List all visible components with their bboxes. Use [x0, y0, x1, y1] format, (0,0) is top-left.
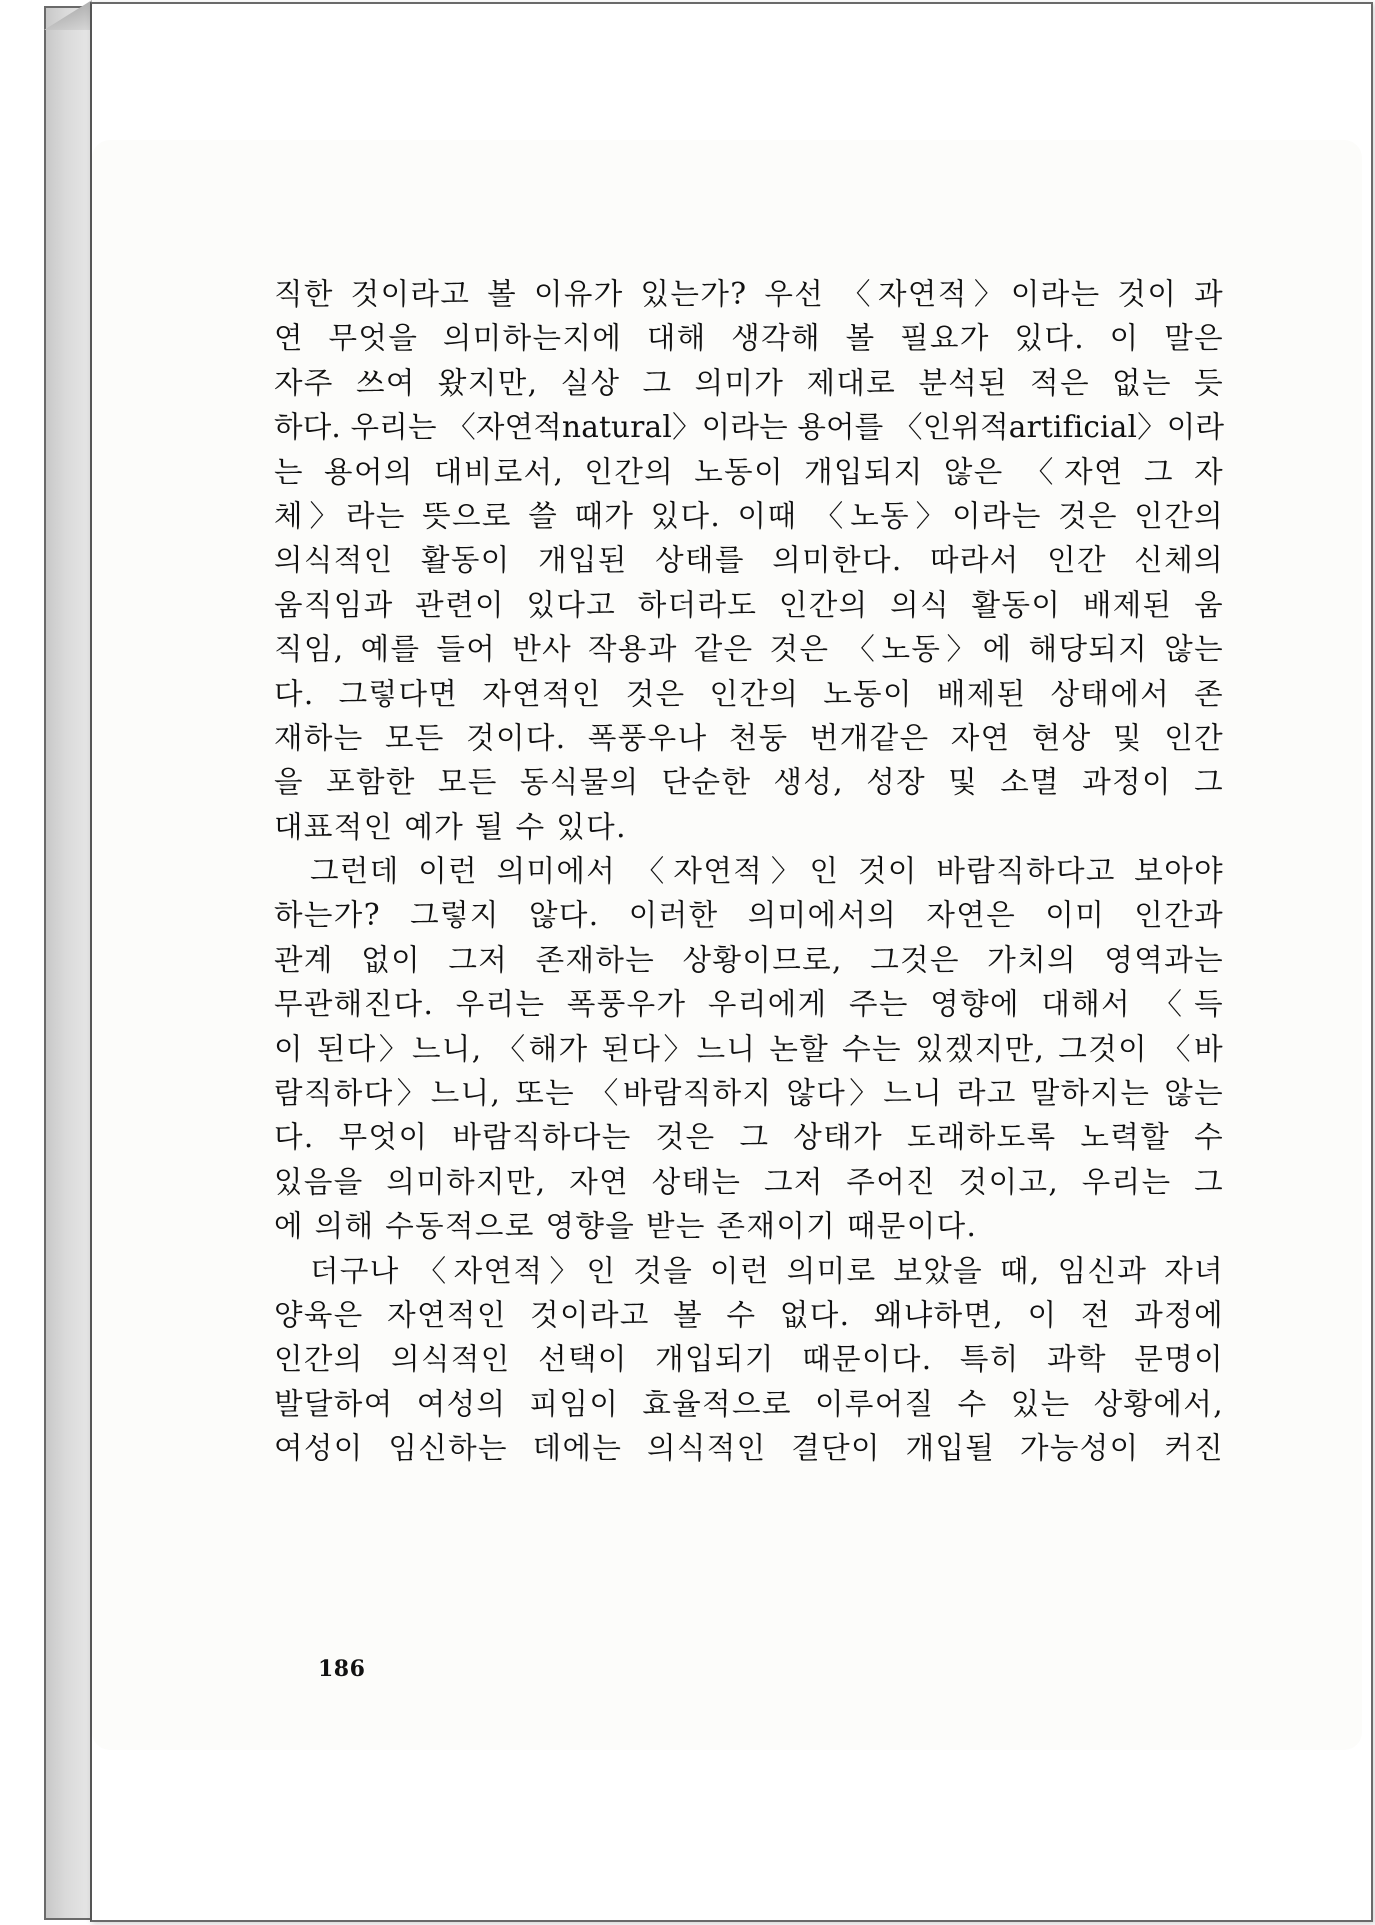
text-line: 하다. 우리는 〈자연적natural〉이라는 용어를 〈인위적artificial〉이라 — [274, 410, 1224, 445]
text-line: 는 용어의 대비로서, 인간의 노동이 개입되지 않은 〈자연 그 자 — [274, 454, 1224, 489]
text-line: 체〉라는 뜻으로 쓸 때가 있다. 이때 〈노동〉이라는 것은 인간의 — [274, 498, 1224, 533]
body-text — [274, 272, 1224, 1471]
text-line: 연 무엇을 의미하는지에 대해 생각해 볼 필요가 있다. 이 말은 — [274, 321, 1224, 356]
text-line: 의식적인 활동이 개입된 상태를 의미한다. 따라서 인간 신체의 — [274, 543, 1224, 578]
book-spine — [44, 6, 92, 1920]
text-line: 인간의 의식적인 선택이 개입되기 때문이다. 특히 과학 문명이 — [274, 1342, 1224, 1377]
text-line: 무관해진다. 우리는 폭풍우가 우리에게 주는 영향에 대해서 〈득 — [274, 987, 1224, 1022]
text-line: 이 된다〉느니, 〈해가 된다〉느니 논할 수는 있겠지만, 그것이 〈바 — [274, 1031, 1224, 1066]
paragraph-start-line: 더구나 〈자연적〉인 것을 이런 의미로 보았을 때, 임신과 자녀 — [310, 1253, 1224, 1288]
text-line: 양육은 자연적인 것이라고 볼 수 없다. 왜냐하면, 이 전 과정에 — [274, 1297, 1224, 1332]
text-line: 움직임과 관련이 있다고 하더라도 인간의 의식 활동이 배제된 움 — [274, 587, 1224, 622]
text-line: 자주 쓰여 왔지만, 실상 그 의미가 제대로 분석된 적은 없는 듯 — [274, 365, 1224, 400]
text-line: 발달하여 여성의 피임이 효율적으로 이루어질 수 있는 상황에서, — [274, 1386, 1224, 1421]
text-line: 직한 것이라고 볼 이유가 있는가? 우선 〈자연적〉이라는 것이 과 — [274, 277, 1224, 311]
text-line: 람직하다〉느니, 또는 〈바람직하지 않다〉느니 라고 말하지는 않는 — [274, 1076, 1224, 1111]
text-line: 여성이 임신하는 데에는 의식적인 결단이 개입될 가능성이 커진 — [274, 1431, 1224, 1466]
text-line: 대표적인 예가 될 수 있다. — [274, 809, 627, 844]
text-line: 재하는 모든 것이다. 폭풍우나 천둥 번개같은 자연 현상 및 인간 — [274, 720, 1224, 755]
page-number: 186 — [318, 1656, 366, 1682]
text-line: 다. 그렇다면 자연적인 것은 인간의 노동이 배제된 상태에서 존 — [274, 676, 1224, 711]
text-line: 에 의해 수동적으로 영향을 받는 존재이기 때문이다. — [274, 1209, 978, 1244]
text-line: 관계 없이 그저 존재하는 상황이므로, 그것은 가치의 영역과는 — [274, 942, 1224, 977]
text-line: 있음을 의미하지만, 자연 상태는 그저 주어진 것이고, 우리는 그 — [274, 1164, 1224, 1199]
text-line: 다. 무엇이 바람직하다는 것은 그 상태가 도래하도록 노력할 수 — [274, 1120, 1224, 1155]
text-line: 하는가? 그렇지 않다. 이러한 의미에서의 자연은 이미 인간과 — [274, 898, 1224, 933]
paragraph-start-line: 그런데 이런 의미에서 〈자연적〉인 것이 바람직하다고 보아야 — [310, 854, 1224, 889]
text-line: 직임, 예를 들어 반사 작용과 같은 것은 〈노동〉에 해당되지 않는 — [274, 632, 1224, 667]
text-line: 을 포함한 모든 동식물의 단순한 생성, 성장 및 소멸 과정이 그 — [274, 765, 1224, 800]
